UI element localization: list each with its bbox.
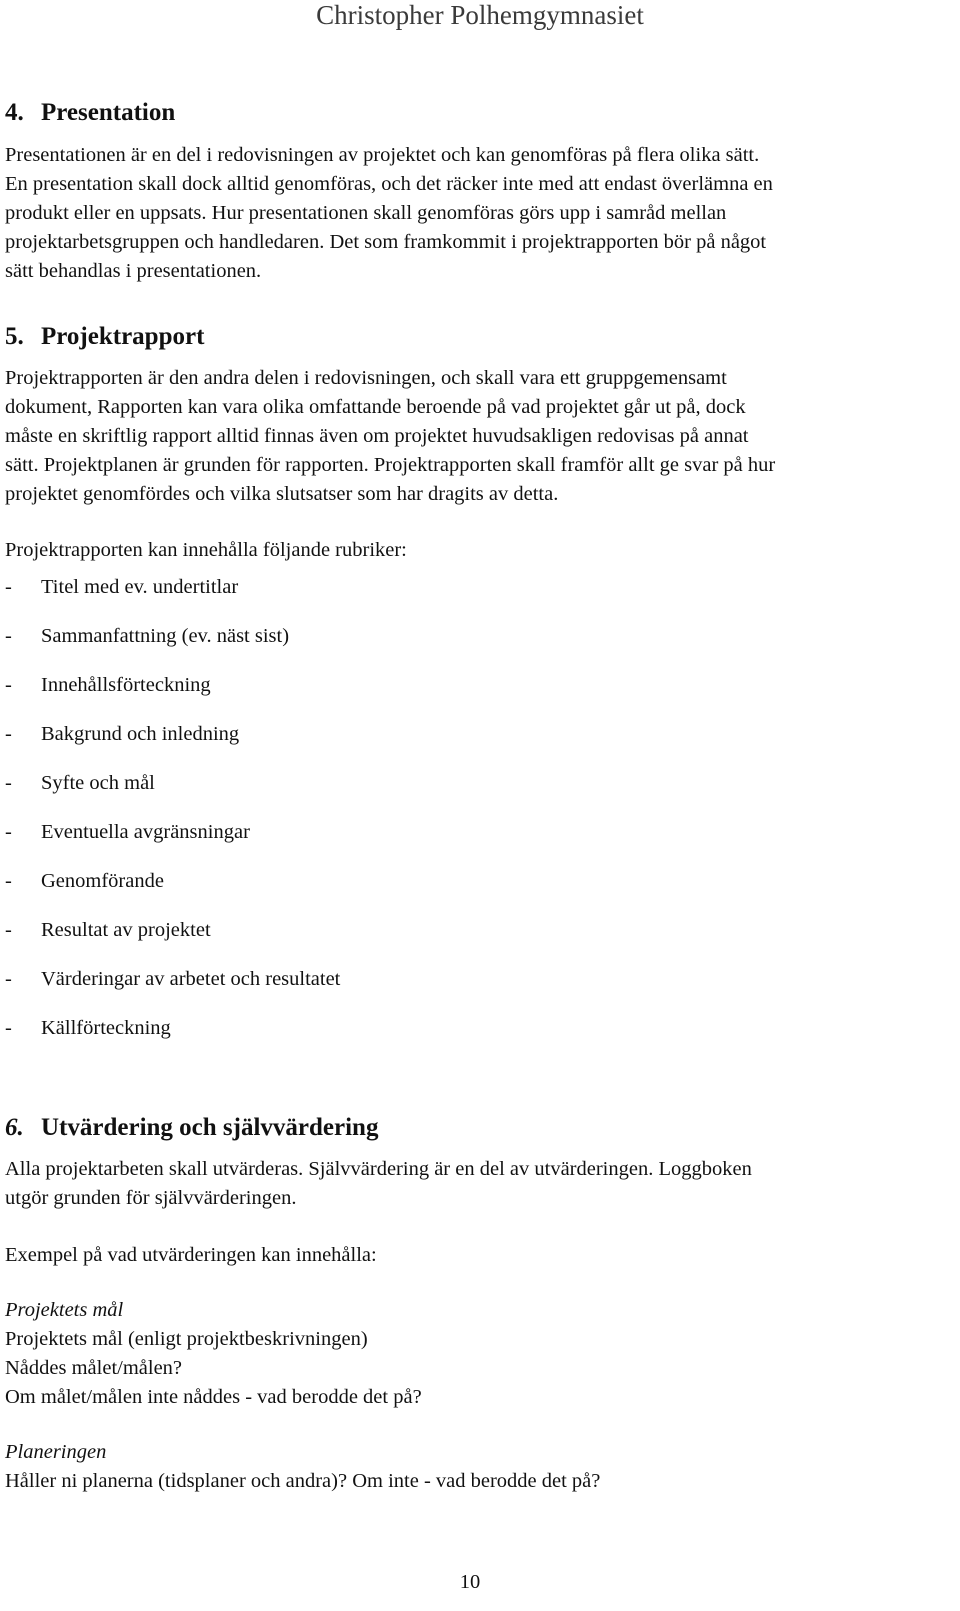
list-item [5, 573, 605, 622]
subsection-line: Nåddes målet/målen? [5, 1357, 183, 1379]
list-item-text: Genomförande [41, 870, 164, 892]
section-4-heading [5, 98, 175, 128]
examples-intro [5, 1241, 945, 1270]
section-6-number: 6. [5, 1114, 24, 1141]
list-marker: - [5, 772, 12, 794]
subsection-line: Projektets mål (enligt projektbeskrivningen) [5, 1328, 368, 1350]
list-item-text: Titel med ev. undertitlar [41, 576, 239, 598]
examples-intro-text: Exempel på vad utvärderingen kan innehålla: [5, 1244, 377, 1266]
section-4-title: Presentation [41, 99, 176, 126]
list-item [5, 867, 605, 916]
list-marker: - [5, 821, 12, 843]
header-title: Christopher Polhemgymnasiet [316, 0, 644, 30]
section-5-title: Projektrapport [41, 323, 205, 350]
list-item [5, 818, 605, 867]
subsection-title: Planeringen [5, 1441, 107, 1463]
paragraph-line: En presentation skall dock alltid genomföras, och det räcker inte med att endast överlämna en [5, 173, 773, 195]
paragraph-line: projektet genomfördes och vilka slutsatser som har dragits av detta. [5, 483, 559, 505]
list-intro-text: Projektrapporten kan innehålla följande rubriker: [5, 539, 407, 561]
list-marker: - [5, 870, 12, 892]
list-marker: - [5, 1017, 12, 1039]
list-item [5, 1014, 605, 1063]
list-marker: - [5, 674, 12, 696]
subsection-planeringen [5, 1438, 945, 1496]
paragraph-line: projektarbetsgruppen och handledaren. Det som framkommit i projektrapporten bör på något [5, 231, 767, 253]
list-item [5, 671, 605, 720]
list-item-text: Sammanfattning (ev. näst sist) [41, 625, 290, 647]
list-marker: - [5, 625, 12, 647]
list-item [5, 965, 605, 1014]
page-footer [0, 1568, 940, 1597]
paragraph-line: dokument, Rapporten kan vara olika omfattande beroende på vad projektet går ut på, dock [5, 396, 746, 418]
list-item [5, 622, 605, 671]
list-item-text: Värderingar av arbetet och resultatet [41, 968, 341, 990]
paragraph-line: Projektrapporten är den andra delen i redovisningen, och skall vara ett gruppgemensamt [5, 367, 727, 389]
paragraph-line: sätt. Projektplanen är grunden för rapporten. Projektrapporten skall framför allt ge svar på hur [5, 454, 776, 476]
report-headings-list [5, 573, 605, 1063]
section-4-number: 4. [5, 99, 24, 126]
list-item-text: Resultat av projektet [41, 919, 211, 941]
list-item [5, 769, 605, 818]
list-item-text: Innehållsförteckning [41, 674, 211, 696]
list-item [5, 916, 605, 965]
paragraph-line: sätt behandlas i presentationen. [5, 260, 262, 282]
section-6-title: Utvärdering och självvärdering [41, 1114, 379, 1141]
list-item-text: Eventuella avgränsningar [41, 821, 250, 843]
paragraph-line: Alla projektarbeten skall utvärderas. Självvärdering är en del av utvärderingen. Loggboken [5, 1158, 752, 1180]
list-marker: - [5, 576, 12, 598]
paragraph-line: produkt eller en uppsats. Hur presentationen skall genomföras görs upp i samråd mellan [5, 202, 727, 224]
list-marker: - [5, 919, 12, 941]
section-5-paragraph [5, 364, 945, 509]
list-marker: - [5, 723, 12, 745]
subsection-line: Om målet/målen inte nåddes - vad berodde det på? [5, 1386, 422, 1408]
paragraph-line: utgör grunden för självvärderingen. [5, 1187, 297, 1209]
list-item-text: Källförteckning [41, 1017, 171, 1039]
list-marker: - [5, 968, 12, 990]
subsection-line: Håller ni planerna (tidsplaner och andra)? Om inte - vad berodde det på? [5, 1470, 601, 1492]
list-item-text: Bakgrund och inledning [41, 723, 240, 745]
subsection-title: Projektets mål [5, 1299, 124, 1321]
page-header [0, 0, 960, 30]
section-4-paragraph [5, 141, 945, 286]
list-item [5, 720, 605, 769]
section-6-paragraph [5, 1155, 945, 1213]
list-intro [5, 536, 945, 565]
section-5-heading [5, 322, 204, 352]
page-number: 10 [459, 1571, 481, 1593]
paragraph-line: Presentationen är en del i redovisningen av projektet och kan genomföras på flera olika sätt. [5, 144, 760, 166]
paragraph-line: måste en skriftlig rapport alltid finnas även om projektet huvudsakligen redovisas på annat [5, 425, 749, 447]
section-5-number: 5. [5, 323, 24, 350]
subsection-projektets-mal [5, 1296, 945, 1412]
section-6-heading [5, 1113, 378, 1143]
list-item-text: Syfte och mål [41, 772, 155, 794]
